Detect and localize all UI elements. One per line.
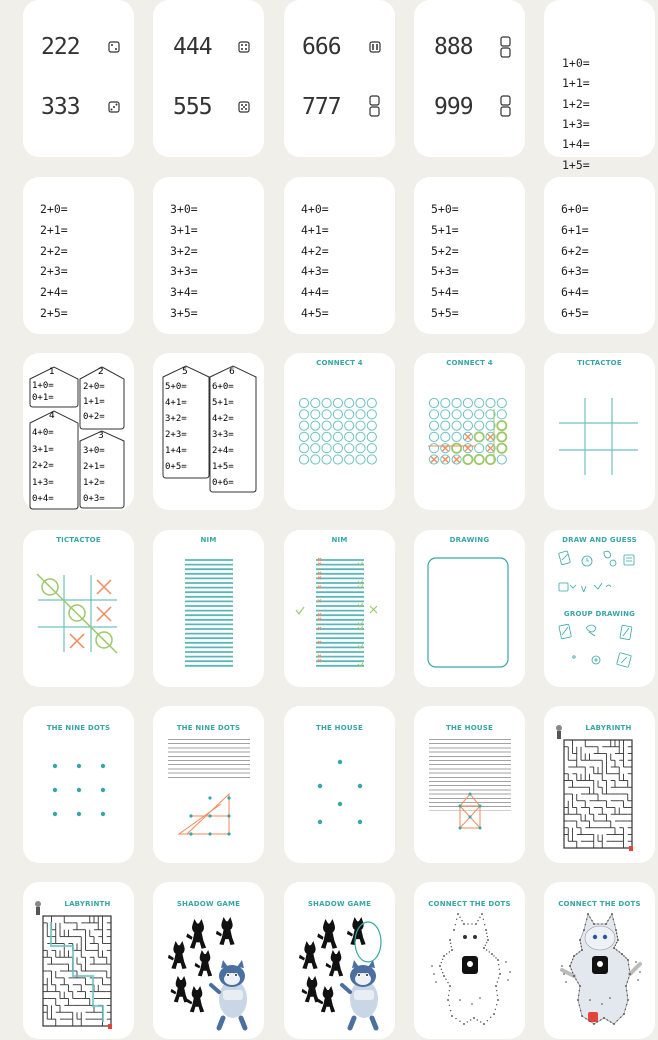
tictactoe-played-icon	[23, 530, 134, 687]
card-shadow-game[interactable]	[153, 882, 264, 1039]
tictactoe-grid-icon	[544, 353, 655, 510]
house-line: 1+5=	[212, 462, 234, 472]
house-line: 3+2=	[165, 414, 187, 424]
house-label: 2	[98, 367, 104, 377]
sum-line: 4+0=	[301, 202, 329, 216]
sum-list	[170, 199, 198, 324]
sum-line: 6+2=	[561, 243, 589, 258]
sum-line: 1+3=	[562, 117, 590, 132]
sum-line: 1+1=	[562, 76, 590, 91]
house-line: 2+4=	[212, 446, 234, 456]
card-sums-5[interactable]	[414, 177, 525, 334]
sum-line: 4+4=	[301, 285, 329, 300]
house-line: 1+4=	[165, 446, 187, 456]
house-solution-icon	[414, 706, 525, 863]
card-sums-4[interactable]	[284, 177, 395, 334]
card-shadow-game-solved[interactable]	[284, 882, 395, 1039]
digits-top: 888	[434, 34, 473, 60]
draw-and-guess-icons	[544, 530, 655, 687]
labyrinth-solved-icon	[23, 882, 134, 1039]
card-title: SHADOW GAME	[307, 900, 372, 908]
labyrinth-maze-icon	[544, 706, 655, 863]
digits-bottom: 777	[302, 94, 341, 120]
digits-bottom: 999	[434, 94, 473, 120]
nim-played-icon	[284, 530, 395, 687]
house-line: 3+0=	[83, 446, 105, 456]
house-line: 4+2=	[212, 414, 234, 424]
house-line: 6+0=	[212, 382, 234, 392]
sum-line: 1+4=	[562, 137, 590, 152]
card-connect4-played[interactable]	[414, 353, 525, 510]
connect4-played-icon	[414, 353, 525, 510]
sum-line: 3+0=	[170, 202, 198, 216]
house-line: 1+3=	[32, 477, 54, 488]
v-letter: V	[581, 585, 587, 594]
house-line: 0+3=	[83, 494, 105, 504]
house-lines	[212, 379, 234, 491]
house-line: 1+0=	[32, 381, 54, 391]
sum-list	[431, 199, 459, 324]
sum-line: 6+1=	[561, 222, 589, 237]
card-labyrinth[interactable]	[544, 706, 655, 863]
sum-line: 5+2=	[431, 243, 459, 258]
sum-line: 4+5=	[301, 305, 329, 320]
card-title: TICTACTOE	[56, 536, 101, 544]
house-line: 3+1=	[32, 444, 54, 455]
sum-line: 5+5=	[431, 305, 459, 320]
digits-bottom: 333	[41, 94, 80, 120]
house-lines	[165, 379, 187, 475]
card-the-house[interactable]	[284, 706, 395, 863]
card-sums-6[interactable]	[544, 177, 655, 334]
dice-icon	[414, 0, 525, 157]
card-number-houses-5-6[interactable]	[153, 353, 264, 510]
house-label: 1	[49, 367, 55, 377]
sum-line: 3+3=	[170, 264, 198, 279]
house-line: 5+0=	[165, 382, 187, 392]
sum-line: 2+0=	[40, 202, 68, 216]
house-line: 2+3=	[165, 430, 187, 440]
connect-dots-cat-solved-icon	[544, 882, 655, 1039]
shadow-solved-icon	[284, 882, 395, 1039]
house-line: 0+5=	[165, 462, 187, 472]
sum-line: 6+5=	[561, 305, 589, 320]
sum-line: 6+4=	[561, 285, 589, 300]
house-label: 3	[98, 431, 104, 441]
sum-line: 5+3=	[431, 264, 459, 279]
card-digits-8-9[interactable]	[414, 0, 525, 157]
drawing-frame-icon	[414, 530, 525, 687]
sum-line: 5+1=	[431, 222, 459, 237]
card-title: LABYRINTH	[64, 900, 111, 908]
house-line: 1+2=	[83, 478, 105, 488]
card-digits-2-3[interactable]	[23, 0, 134, 157]
sum-line: 3+4=	[170, 285, 198, 300]
connect-dots-cat-icon	[414, 882, 525, 1039]
house-lines	[32, 425, 54, 508]
house-line: 2+0=	[83, 382, 105, 392]
sum-list	[40, 199, 68, 324]
card-sums-2[interactable]	[23, 177, 134, 334]
card-title: TICTACTOE	[577, 359, 622, 367]
nim-lines-icon	[153, 530, 264, 687]
house-lines	[32, 380, 54, 404]
digits-top: 666	[302, 34, 341, 60]
card-title: LABYRINTH	[585, 724, 632, 732]
house-line: 5+1=	[212, 398, 234, 408]
house-line: 2+2=	[32, 461, 54, 471]
house-label: 4	[49, 411, 55, 421]
sum-line: 2+4=	[40, 285, 68, 300]
nine-dots-solution-icon	[153, 706, 264, 863]
house-label: 5	[182, 367, 188, 377]
house-lines	[83, 443, 105, 507]
card-number-houses-1-4[interactable]	[23, 353, 134, 510]
sum-line: 2+2=	[40, 243, 68, 258]
dice-icon	[23, 0, 134, 157]
card-title: CONNECT THE DOTS	[558, 900, 641, 908]
card-title: NIM	[200, 536, 217, 544]
card-nine-dots[interactable]	[23, 706, 134, 863]
sum-line: 2+1=	[40, 222, 68, 237]
card-title: NIM	[331, 536, 348, 544]
sum-line: 5+0=	[431, 202, 459, 216]
nine-dots-icon	[23, 706, 134, 863]
dice-icon	[284, 0, 395, 157]
house-line: 3+3=	[212, 430, 234, 440]
house-line: 0+2=	[83, 412, 105, 422]
card-tictactoe-empty[interactable]	[544, 353, 655, 510]
house-lines	[83, 380, 105, 425]
card-title: CONNECT THE DOTS	[428, 900, 511, 908]
sum-line: 3+5=	[170, 305, 198, 320]
card-sums-3[interactable]	[153, 177, 264, 334]
card-digits-6-7[interactable]	[284, 0, 395, 157]
card-title: CONNECT 4	[446, 359, 493, 367]
sum-line: 2+5=	[40, 305, 68, 320]
card-draw-and-guess[interactable]	[544, 530, 655, 687]
sum-line: 4+1=	[301, 222, 329, 237]
sum-line: 1+2=	[562, 96, 590, 111]
sum-line: 1+5=	[562, 157, 590, 172]
card-labyrinth-solved[interactable]	[23, 882, 134, 1039]
card-subtitle: GROUP DRAWING	[563, 610, 636, 618]
digits-bottom: 555	[173, 94, 212, 120]
sum-line: 1+0=	[562, 55, 590, 70]
house-line: 1+1=	[83, 397, 105, 407]
connect4-grid-icon	[284, 353, 395, 510]
sum-line: 6+3=	[561, 264, 589, 279]
card-title: THE HOUSE	[316, 724, 363, 732]
sum-line: 2+3=	[40, 264, 68, 279]
house-line: 4+0=	[32, 428, 54, 438]
card-connect-the-dots[interactable]	[414, 882, 525, 1039]
card-nine-dots-solution[interactable]	[153, 706, 264, 863]
card-title: CONNECT 4	[316, 359, 363, 367]
house-label: 6	[229, 367, 235, 377]
shadow-silhouettes-icon	[153, 882, 264, 1039]
sum-list	[561, 199, 589, 324]
sum-line: 6+0=	[561, 202, 589, 216]
card-nim-played[interactable]	[284, 530, 395, 687]
sum-line: 3+1=	[170, 222, 198, 237]
sum-line: 5+4=	[431, 285, 459, 300]
card-digits-4-5[interactable]	[153, 0, 264, 157]
house-line: 2+1=	[83, 462, 105, 472]
card-connect-the-dots-solved[interactable]	[544, 882, 655, 1039]
card-drawing[interactable]	[414, 530, 525, 687]
house-line: 0+1=	[32, 393, 54, 403]
card-the-house-solution[interactable]	[414, 706, 525, 863]
card-nim-empty[interactable]	[153, 530, 264, 687]
house-line: 0+4=	[32, 494, 54, 504]
sum-line: 4+3=	[301, 264, 329, 279]
digits-top: 444	[173, 34, 212, 60]
card-title: DRAW AND GUESS	[562, 536, 637, 544]
digits-top: 222	[41, 34, 80, 60]
dice-icon	[153, 0, 264, 157]
card-connect4-empty[interactable]	[284, 353, 395, 510]
sum-line: 3+2=	[170, 243, 198, 258]
house-line: 4+1=	[165, 398, 187, 408]
card-title: THE NINE DOTS	[176, 724, 241, 732]
sum-line: 4+2=	[301, 243, 329, 258]
house-line: 0+6=	[212, 478, 234, 488]
card-title: DRAWING	[449, 536, 490, 544]
sum-list	[301, 199, 329, 324]
card-tictactoe-played[interactable]	[23, 530, 134, 687]
card-sums-1[interactable]	[544, 0, 655, 172]
card-title: THE HOUSE	[446, 724, 493, 732]
card-title: SHADOW GAME	[176, 900, 241, 908]
card-title: THE NINE DOTS	[46, 724, 111, 732]
house-dots-icon	[284, 706, 395, 863]
